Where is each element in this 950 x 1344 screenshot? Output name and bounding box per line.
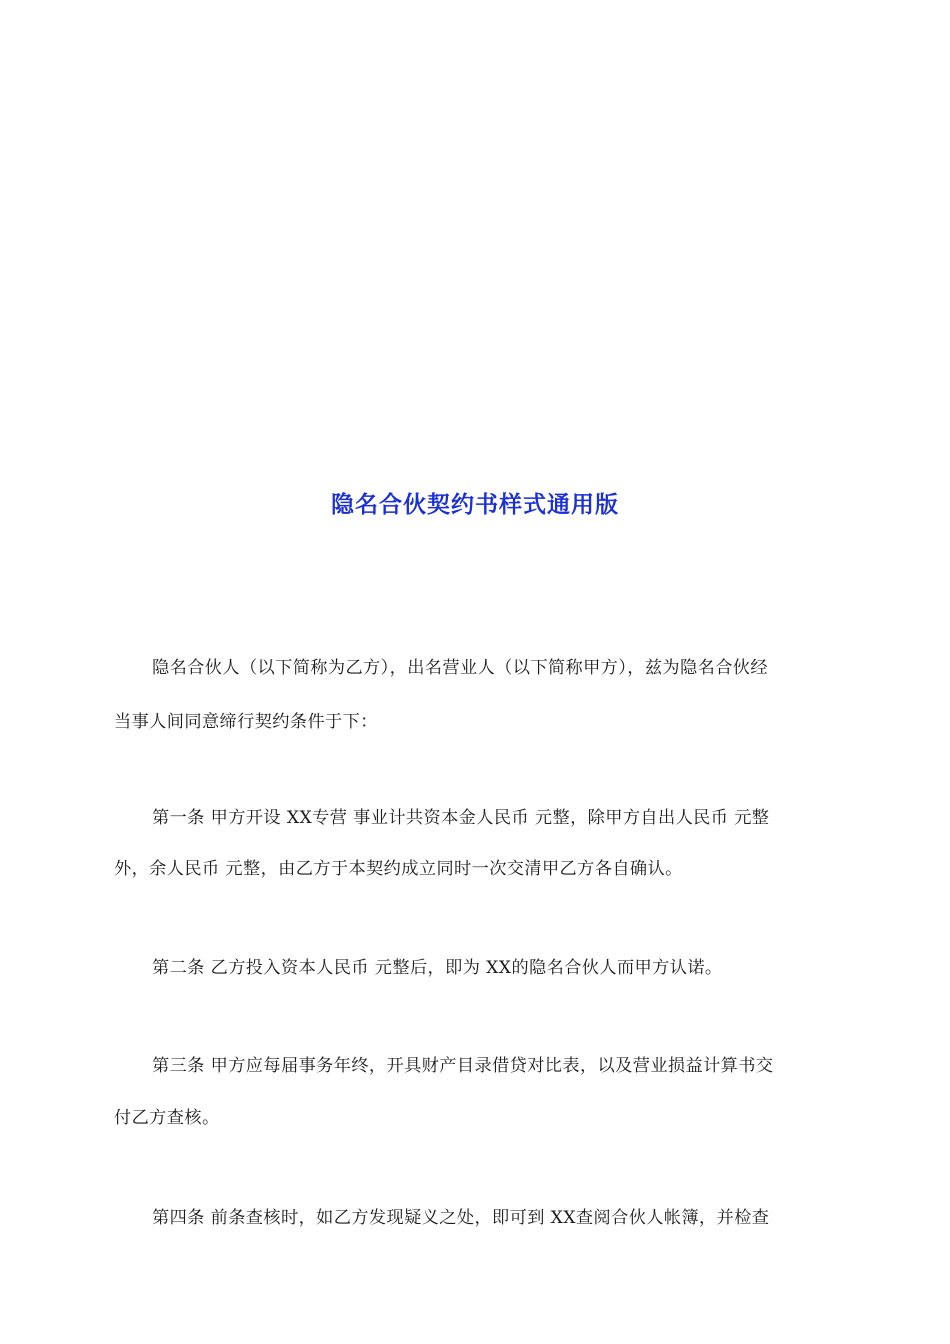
paragraph-line: 外，余人民币 元整，由乙方于本契约成立同时一次交清甲乙方各自确认。 <box>114 859 683 879</box>
document-title: 隐名合伙契约书样式通用版 <box>331 492 619 518</box>
paragraph-line: 第三条 甲方应每届事务年终，开具财产目录借贷对比表，以及营业损益计算书交 <box>152 1056 774 1076</box>
paragraph-line: 隐名合伙人（以下简称为乙方），出名营业人（以下简称甲方），兹为隐名合伙经 <box>152 658 768 678</box>
paragraph-line: 付乙方查核。 <box>114 1108 220 1128</box>
paragraph-line: 当事人间同意缔行契约条件于下： <box>114 712 378 732</box>
paragraph-line: 第二条 乙方投入资本人民币 元整后，即为 XX的隐名合伙人而甲方认诺。 <box>152 958 723 978</box>
paragraph-line: 第四条 前条查核时，如乙方发现疑义之处，即可到 XX查阅合伙人帐簿，并检查 <box>152 1208 770 1228</box>
paragraph-line: 第一条 甲方开设 XX专营 事业计共资本金人民币 元整，除甲方自出人民币 元整 <box>152 808 770 828</box>
